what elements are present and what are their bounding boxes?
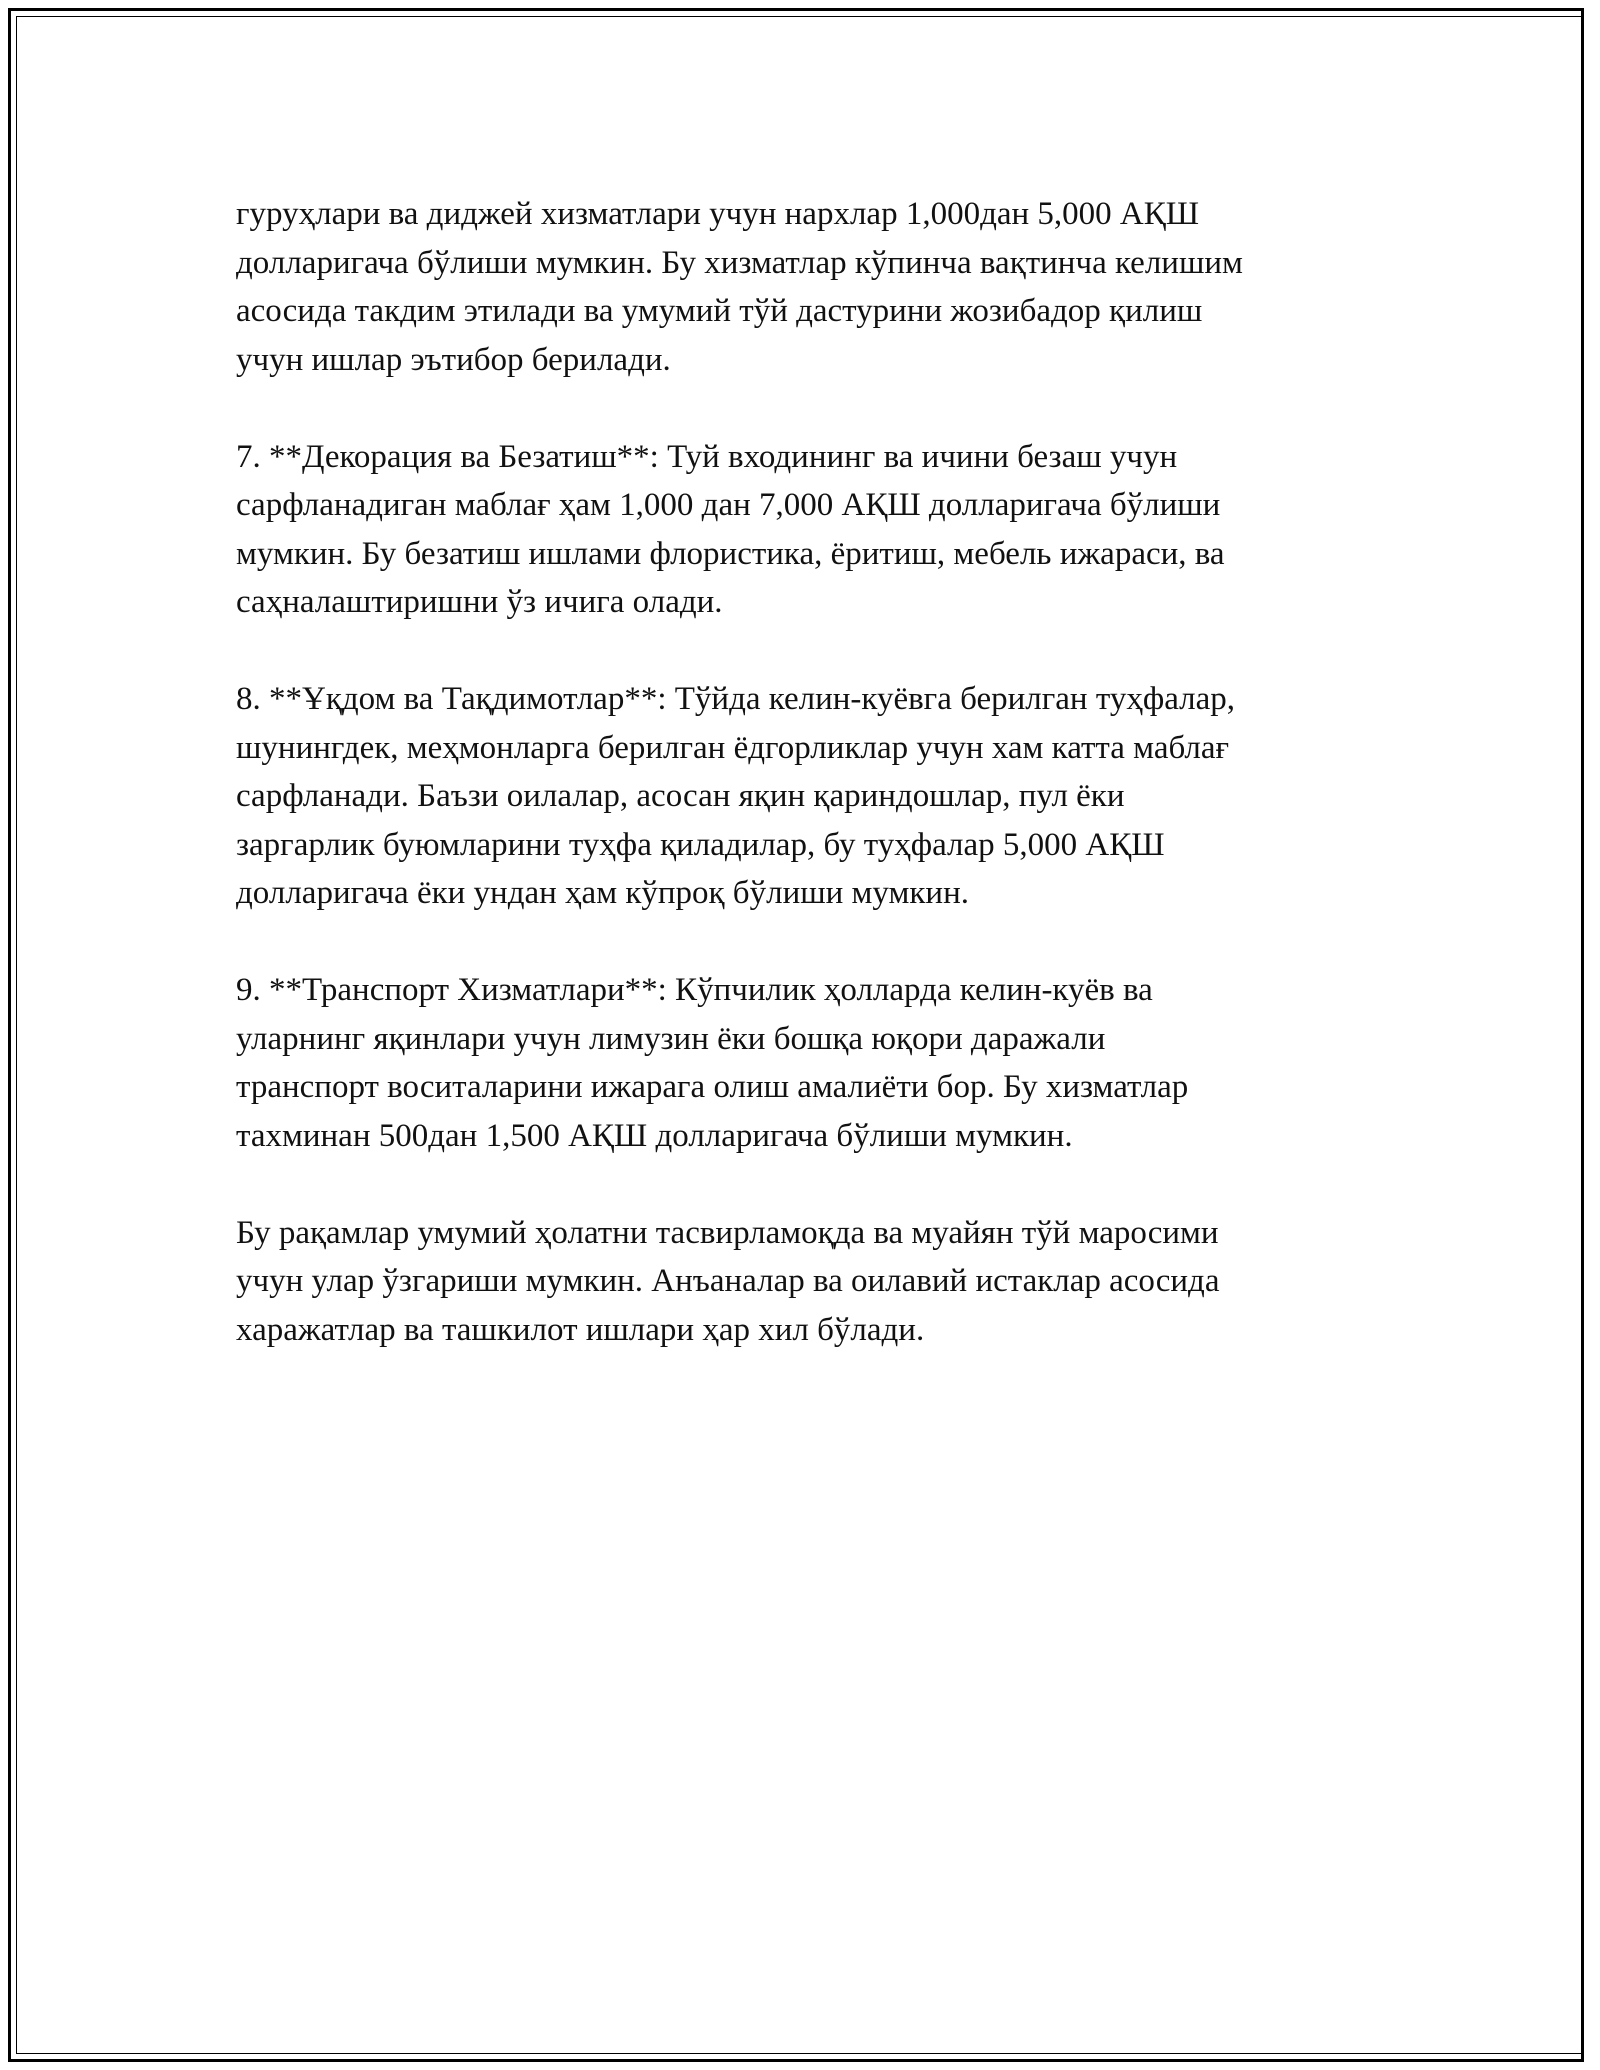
paragraph-gifts: 8. **Ұқдом ва Тақдимотлар**: Тўйда келин-куёвга берилган туҳфалар, шунингдек, меҳмонларга берилган ёдгорликлар учун хам катта маблағ сарфланади. Баъзи оилалар, асосан яқин қариндошлар, пул ёки заргарлик буюмларини туҳфа қиладилар, бу туҳфалар 5,000 АҚШ долларигача ёки ундан ҳам кўпроқ бўлиши мумкин. <box>236 681 1236 911</box>
paragraph-music-services: гуруҳлари ва диджей хизматлари учун нархлар 1,000дан 5,000 АҚШ долларигача бўлиши мумкин. Бу хизматлар кўпинча вақтинча келишим асосида такдим этилади ва умумий тўй дастурини жозибадор қилиш учун ишлар эътибор берилади. <box>236 196 1243 378</box>
paragraph-transport: 9. **Транспорт Хизматлари**: Кўпчилик ҳолларда келин-куёв ва уларнинг яқинлари учун лимузин ёки бошқа юқори даражали транспорт воситаларини ижарага олиш амалиёти бор. Бу хизматлар тахминан 500дан 1,500 АҚШ долларигача бўлиши мумкин. <box>236 972 1189 1154</box>
paragraph-decoration: 7. **Декорация ва Безатиш**: Туй входининг ва ичини безаш учун сарфланадиган маблағ ҳам 1,000 дан 7,000 АҚШ долларигача бўлиши мумкин. Бу безатиш ишлами флористика, ёритиш, мебель ижараси, ва саҳналаштиришни ўз ичига олади. <box>236 438 1225 620</box>
paragraph-conclusion: Бу рақамлар умумий ҳолатни тасвирламоқда ва муайян тўй маросими учун улар ўзгариши мумкин. Анъаналар ва оилавий истаклар асосида харажатлар ва ташкилот ишлари ҳар хил бўлади. <box>236 1214 1220 1348</box>
document-body <box>236 190 1366 1403</box>
